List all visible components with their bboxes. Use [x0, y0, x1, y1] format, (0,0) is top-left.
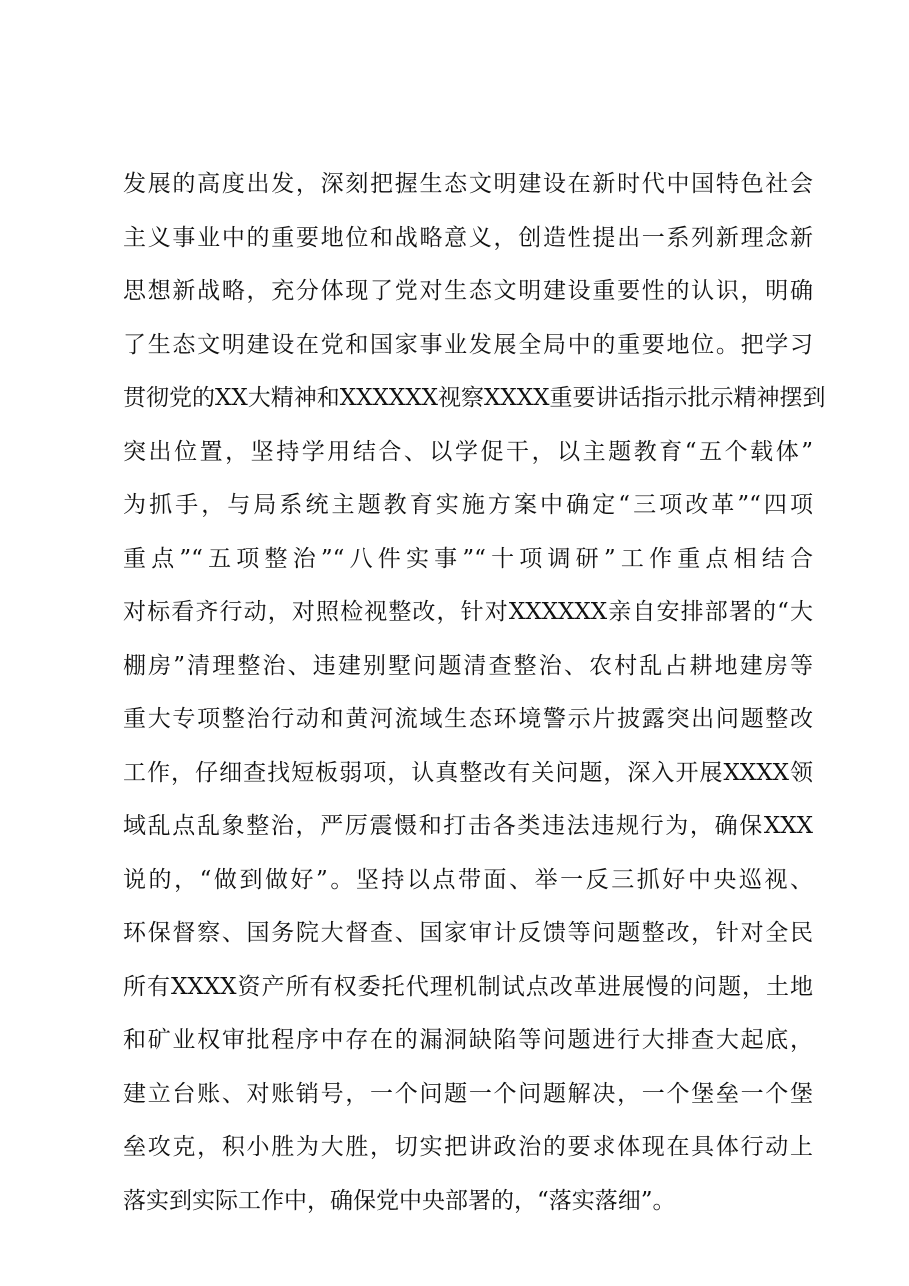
text-line: 建立台账、对账销号，一个问题一个问题解决，一个堡垒一个堡 — [123, 1080, 813, 1107]
text-line: 重点”“五项整治”“八件实事”“十项调研”工作重点相结合 — [123, 545, 813, 572]
text-line: 对标看齐行动，对照检视整改，针对XXXXXX亲自安排部署的“大 — [123, 599, 813, 625]
text-line: 重大专项整治行动和黄河流域生态环境警示片披露突出问题整改 — [123, 706, 813, 732]
body-paragraph — [123, 158, 826, 1228]
text-line: 垒攻克，积小胜为大胜，切实把讲政治的要求体现在具体行动上 — [123, 1134, 813, 1160]
text-line: 为抓手，与局系统主题教育实施方案中确定“三项改革”“四项 — [123, 492, 813, 518]
text-line: 了生态文明建设在党和国家事业发展全局中的重要地位。把学习 — [123, 331, 813, 358]
text-line: 主义事业中的重要地位和战略意义，创造性提出一系列新理念新 — [123, 224, 813, 251]
text-line: 环保督察、国务院大督查、国家审计反馈等问题整改，针对全民 — [123, 920, 813, 946]
text-line: 发展的高度出发，深刻把握生态文明建设在新时代中国特色社会 — [123, 171, 813, 197]
text-line: 工作，仔细查找短板弱项，认真整改有关问题，深入开展XXXX领 — [123, 759, 813, 786]
text-line: 棚房”清理整治、违建别墅问题清查整治、农村乱占耕地建房等 — [123, 652, 813, 679]
text-line: 贯彻党的XX大精神和XXXXXX视察XXXX重要讲话指示批示精神摆到 — [123, 385, 826, 411]
text-line: 突出位置，坚持学用结合、以学促干，以主题教育“五个载体” — [123, 438, 813, 465]
text-line: 和矿业权审批程序中存在的漏洞缺陷等问题进行大排查大起底， — [123, 1027, 813, 1053]
text-line: 落实到实际工作中，确保党中央部署的，“落实落细”。 — [123, 1187, 676, 1214]
text-line: 思想新战略，充分体现了党对生态文明建设重要性的认识，明确 — [123, 278, 813, 304]
text-line: 域乱点乱象整治，严厉震慑和打击各类违法违规行为，确保XXX — [123, 813, 813, 839]
text-line: 所有XXXX资产所有权委托代理机制试点改革进展慢的问题，土地 — [123, 973, 813, 1000]
text-line: 说的，“做到做好”。坚持以点带面、举一反三抓好中央巡视、 — [123, 866, 813, 893]
